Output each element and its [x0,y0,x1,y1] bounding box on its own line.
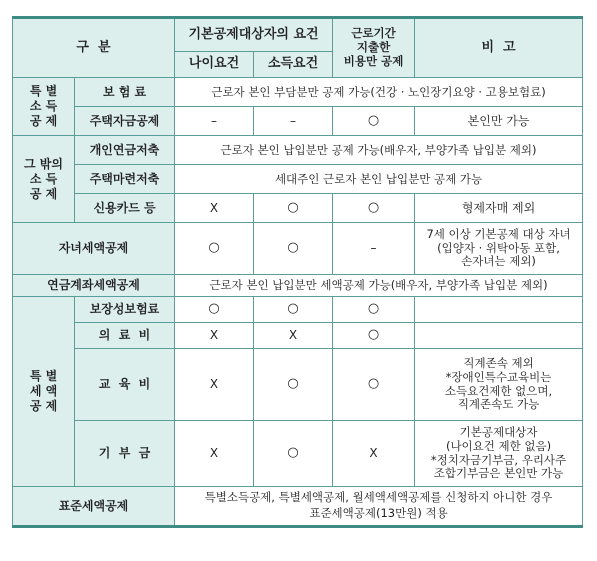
education-income: ○ [254,349,333,421]
row-label-insurance: 보 험 료 [75,78,175,107]
housing-fund-remark: 본인만 가능 [415,107,583,136]
protective-insurance-remark [415,297,583,323]
housing-fund-age: – [175,107,254,136]
education-age: X [175,349,254,421]
child-tax-age: ○ [175,223,254,275]
housing-fund-period: ○ [333,107,415,136]
group-other-income-deduction: 그 밖의 소 득 공 제 [13,136,75,223]
housing-savings-merged-note: 세대주인 근로자 본인 납입분만 공제 가능 [175,165,583,194]
deduction-requirements-table [12,16,583,528]
row-label-education: 교 육 비 [75,349,175,421]
medical-age: X [175,323,254,349]
credit-card-income: ○ [254,194,333,223]
row-label-child-tax-credit: 자녀세액공제 [13,223,175,275]
header-period-requirement: 근로기간 지출한 비용만 공제 [333,18,415,78]
header-remarks: 비 고 [415,18,583,78]
donation-income: ○ [254,421,333,487]
row-label-standard-tax-credit: 표준세액공제 [13,487,175,527]
header-age-requirement: 나이요건 [175,52,254,78]
row-label-protective-insurance: 보장성보험료 [75,297,175,323]
education-remark: 직계존속 제외 *장애인특수교육비는 소득요건제한 없으며, 직계존속도 가능 [415,349,583,421]
housing-fund-income: – [254,107,333,136]
row-label-medical: 의 료 비 [75,323,175,349]
protective-insurance-income: ○ [254,297,333,323]
credit-card-remark: 형제자매 제외 [415,194,583,223]
insurance-merged-note: 근로자 본인 부담분만 공제 가능(건강 · 노인장기요양 · 고용보험료) [175,78,583,107]
pension-savings-merged-note: 근로자 본인 납입분만 공제 가능(배우자, 부양가족 납입분 제외) [175,136,583,165]
child-tax-income: ○ [254,223,333,275]
standard-tax-merged-note: 특별소득공제, 특별세액공제, 월세액세액공제를 신청하지 아니한 경우 표준세액공제(13만원) 적용 [175,487,583,527]
medical-income: X [254,323,333,349]
credit-card-period: ○ [333,194,415,223]
header-category: 구 분 [13,18,175,78]
education-period: ○ [333,349,415,421]
medical-period: ○ [333,323,415,349]
group-special-income-deduction: 특 별 소 득 공 제 [13,78,75,136]
row-label-pension-savings: 개인연금저축 [75,136,175,165]
protective-insurance-period: ○ [333,297,415,323]
medical-remark [415,323,583,349]
deduction-table-container [12,16,582,528]
donation-age: X [175,421,254,487]
group-special-tax-credit: 특 별 세 액 공 제 [13,297,75,487]
pension-account-merged-note: 근로자 본인 납입분만 세액공제 가능(배우자, 부양가족 납입분 제외) [175,275,583,297]
donation-remark: 기본공제대상자 (나이요건 제한 없음) *정치자금기부금, 우리사주 조합기부금은 본인만 가능 [415,421,583,487]
protective-insurance-age: ○ [175,297,254,323]
header-income-requirement: 소득요건 [254,52,333,78]
header-dependent-requirements: 기본공제대상자의 요건 [175,18,333,52]
child-tax-remark: 7세 이상 기본공제 대상 자녀 (입양자 · 위탁아동 포함, 손자녀는 제외) [415,223,583,275]
row-label-housing-fund: 주택자금공제 [75,107,175,136]
row-label-credit-card: 신용카드 등 [75,194,175,223]
donation-period: X [333,421,415,487]
child-tax-period: – [333,223,415,275]
row-label-housing-savings: 주택마련저축 [75,165,175,194]
row-label-pension-account-credit: 연금계좌세액공제 [13,275,175,297]
credit-card-age: X [175,194,254,223]
row-label-donation: 기 부 금 [75,421,175,487]
